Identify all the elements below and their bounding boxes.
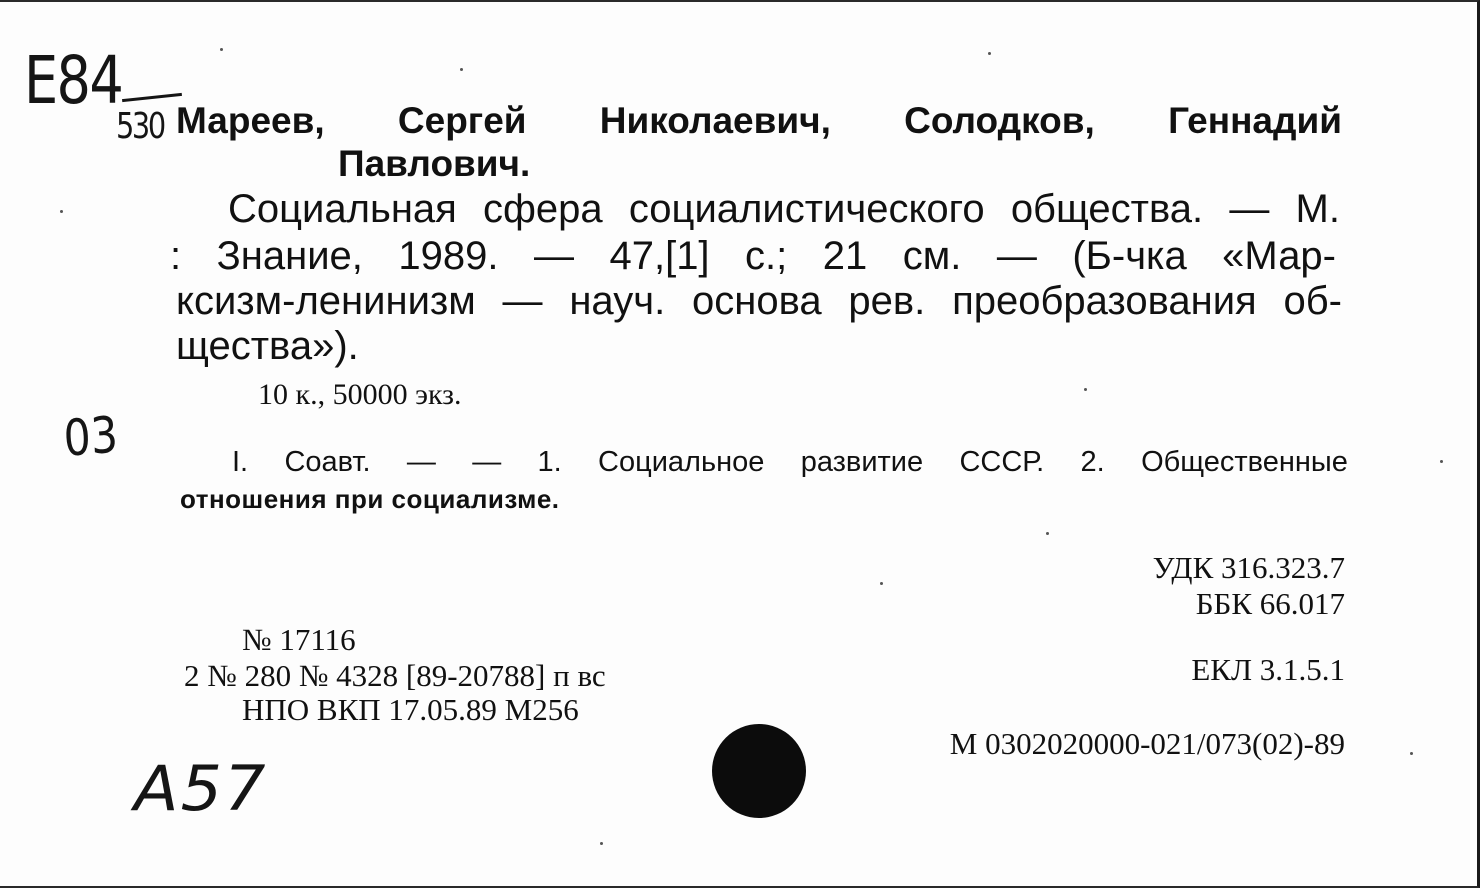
subjects-line1 <box>232 446 1348 479</box>
description-line3 <box>176 279 1342 324</box>
subject-word: Соавт. <box>284 446 371 478</box>
handwritten-underline <box>122 93 182 102</box>
registry-line2: 2 № 280 № 4328 [89-20788] п вс <box>184 658 606 693</box>
description-word: 47,[1] <box>609 234 710 278</box>
description-word: Социальная <box>228 187 457 231</box>
description-word: науч. <box>569 279 666 323</box>
description-word: (Б-чка <box>1072 234 1187 278</box>
description-line2 <box>170 234 1336 279</box>
subject-word: — <box>406 446 436 478</box>
bbk-code: ББК 66.017 <box>1195 586 1345 621</box>
subject-word: 2. <box>1080 446 1105 478</box>
description-word: общества. <box>1010 187 1204 231</box>
description-word: 1989. <box>398 234 499 278</box>
description-word: Знание, <box>216 234 363 278</box>
scan-speck <box>1046 532 1049 535</box>
subject-word: СССР. <box>959 446 1045 478</box>
heading-word: Мареев, <box>176 100 325 141</box>
description-word: рев. <box>848 279 926 323</box>
ekl-code: ЕКЛ 3.1.5.1 <box>1191 652 1345 687</box>
author-heading-line2: Павлович. <box>338 143 531 184</box>
description-word: 21 <box>822 234 868 278</box>
registry-number: № 17116 <box>242 622 356 657</box>
author-heading-line1 <box>176 100 1342 142</box>
description-line4: щества»). <box>176 324 359 368</box>
description-word: см. <box>902 234 962 278</box>
handwritten-shelf-number: 530 <box>116 106 164 147</box>
description-word: — <box>533 234 574 278</box>
description-word: : <box>170 234 182 278</box>
scan-speck <box>1440 460 1443 463</box>
scan-speck <box>460 68 463 71</box>
description-word: основа <box>691 279 822 323</box>
punch-hole <box>712 724 806 818</box>
price-edition: 10 к., 50000 экз. <box>258 378 462 411</box>
subject-word: — <box>472 446 502 478</box>
description-word: преобразования <box>952 279 1257 323</box>
description-line1 <box>228 187 1340 232</box>
description-word: сфера <box>483 187 603 231</box>
subject-word: Социальное <box>598 446 765 478</box>
registry-line3: НПО ВКП 17.05.89 М256 <box>242 692 579 727</box>
udk-code: УДК 316.323.7 <box>1152 550 1345 585</box>
heading-word: Геннадий <box>1168 100 1342 141</box>
heading-word: Сергей <box>397 100 527 141</box>
scan-speck <box>1410 752 1413 755</box>
m-code: М 0302020000-021/073(02)-89 <box>949 726 1345 761</box>
description-word: — <box>996 234 1037 278</box>
scan-speck <box>880 582 883 585</box>
scan-speck <box>220 48 223 51</box>
handwritten-shelf-mark: E84 <box>24 42 123 119</box>
description-word: ксизм-ленинизм <box>176 279 476 323</box>
subject-word: развитие <box>800 446 924 478</box>
scan-speck <box>60 210 63 213</box>
description-word: «Мар- <box>1222 234 1336 278</box>
description-word: М. <box>1295 187 1340 231</box>
description-word: социалистического <box>628 187 985 231</box>
subject-word: 1. <box>537 446 562 478</box>
description-word: с.; <box>745 234 788 278</box>
scan-speck <box>1084 388 1087 391</box>
subjects-line2: отношения при социализме. <box>180 484 560 514</box>
description-word: — <box>1229 187 1270 231</box>
heading-word: Николаевич, <box>599 100 831 141</box>
subject-word: I. <box>232 446 249 478</box>
handwritten-bottom-mark: A57 <box>134 752 268 825</box>
scan-speck <box>600 842 603 845</box>
handwritten-code: 03 <box>62 405 120 468</box>
subject-word: Общественные <box>1141 446 1348 478</box>
description-word: — <box>502 279 543 323</box>
scan-speck <box>988 52 991 55</box>
heading-word: Солодков, <box>904 100 1095 141</box>
description-word: об- <box>1283 279 1342 323</box>
